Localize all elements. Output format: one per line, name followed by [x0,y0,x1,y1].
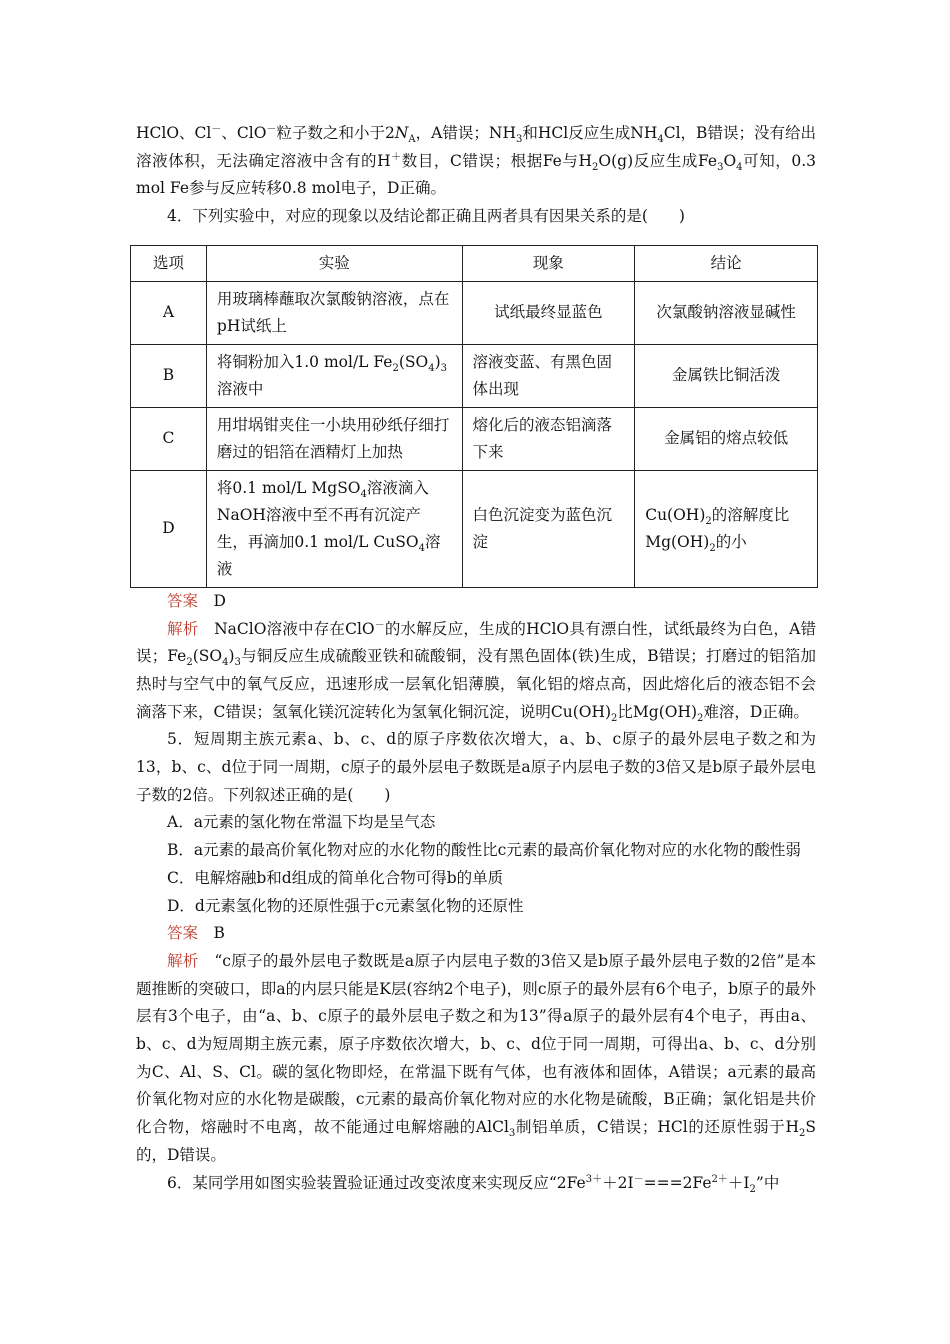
question-5-answer: 答案 B [167,924,225,943]
row-c-phenomenon: 熔化后的液态铝滴落下来 [462,407,635,470]
row-b-conclusion: 金属铁比铜活泼 [635,344,818,407]
question-4-analysis: 解析 NaClO溶液中存在ClO－的水解反应，生成的HClO具有漂白性，试纸最终为白色，A错误；$Fe_2(SO_4)_3$与铜反应生成硫酸亚铁和硫酸铜，没有黑色固体(铁)生成，B错误；打磨过的铝箔加热时与空气中的氧气反应，迅速形成一层氧化铝薄膜，氧化铝的熔点高，因此熔化后的液态铝不会滴落下来，C错误；氢氧化镁沉淀转化为氢氧化铜沉淀，说明$Cu(OH)_2$比$Mg(OH)_2$难溶，D正确。 [136,619,816,724]
question-4-answer: 答案 D [167,591,226,610]
row-a-conclusion: 次氯酸钠溶液显碱性 [635,281,818,344]
question-5-option-d: D．d元素氢化物的还原性强于c元素氢化物的还原性 [167,896,524,915]
header-option: 选项 [131,245,207,281]
document-page [136,120,816,1197]
row-b-experiment: 将铜粉加入1.0 mol/L $Fe_2(SO_4)_3$溶液中 [206,344,462,407]
question-5-analysis: 解析 “c原子的最外层电子数既是a原子内层电子数的3倍又是b原子最外层电子数的2倍”是本题推断的突破口，即a的内层只能是K层(容纳2个电子)，则c原子的最外层有6个电子，b原子的最外层有3个电子，由“a、b、c原子的最外层电子数之和为13”得a原子的最外层有4个电子，再由a、b、c、d为短周期主族元素，原子序数依次增大，b、c、d位于同一周期，可得出a、b、c、d分别为C、Al、S、Cl。碳的氢化物即烃，在常温下既有气体，也有液体和固体，A错误；a元素的最高价氧化物对应的水化物是碳酸，c元素的最高价氧化物对应的水化物是硫酸，B正确；氯化铝是共价化合物，熔融时不电离，故不能通过电解熔融的AlCl$_3$制铝单质，C错误；HCl的还原性弱于$H_2S$的，D错误。 [136,951,816,1164]
row-a-option: A [131,281,207,344]
row-b-option: B [131,344,207,407]
table-header-row [131,245,818,281]
row-d-option: D [131,470,207,587]
question-4-stem: 4．下列实验中，对应的现象以及结论都正确且两者具有因果关系的是( ) [167,207,685,226]
table-row-a [131,281,818,344]
row-d-conclusion: $Cu(OH)_2$的溶解度比$Mg(OH)_2$的小 [635,470,818,587]
analysis-label: 解析 [167,951,199,970]
table-row-c [131,407,818,470]
answer-label: 答案 [167,591,199,610]
previous-analysis-tail: HClO、Cl－、ClO－粒子数之和小于$2N_A$，A错误；$NH_3$和HCl反应生成$NH_4Cl$，B错误；没有给出溶液体积，无法确定溶液中含有的H＋数目，C错误；根据Fe与$H_2O(g)$反应生成$Fe_3O_4$可知，0.3 mol Fe参与反应转移0.8 mol电子，D正确。 [136,123,816,198]
row-c-experiment: 用坩埚钳夹住一小块用砂纸仔细打磨过的铝箔在酒精灯上加热 [206,407,462,470]
question-5-option-b: B．a元素的最高价氧化物对应的水化物的酸性比c元素的最高价氧化物对应的水化物的酸性弱 [167,841,801,860]
analysis-label: 解析 [167,619,199,638]
question-5-option-c: C．电解熔融b和d组成的简单化合物可得b的单质 [167,868,504,887]
question-6-stem: 6．某同学用如图实验装置验证通过改变浓度来实现反应“$2Fe^{3+}+2I^-===2Fe^{2+}+I_2$”中 [167,1173,780,1195]
row-c-option: C [131,407,207,470]
row-d-phenomenon: 白色沉淀变为蓝色沉淀 [462,470,635,587]
row-a-phenomenon: 试纸最终显蓝色 [462,281,635,344]
table-row-d [131,470,818,587]
row-a-experiment: 用玻璃棒蘸取次氯酸钠溶液，点在pH试纸上 [206,281,462,344]
header-phenomenon: 现象 [462,245,635,281]
row-b-phenomenon: 溶液变蓝、有黑色固体出现 [462,344,635,407]
table-row-b [131,344,818,407]
row-c-conclusion: 金属铝的熔点较低 [635,407,818,470]
question-4-table [130,245,818,588]
question-5-option-a: A．a元素的氢化物在常温下均是呈气态 [167,813,436,832]
question-5-stem: 5．短周期主族元素a、b、c、d的原子序数依次增大，a、b、c原子的最外层电子数之和为13，b、c、d位于同一周期，c原子的最外层电子数既是a原子内层电子数的3倍又是b原子最外层电子数的2倍。下列叙述正确的是( ) [136,730,816,804]
answer-label: 答案 [167,924,199,943]
header-conclusion: 结论 [635,245,818,281]
row-d-experiment: 将0.1 mol/L MgSO$_4$溶液滴入NaOH溶液中至不再有沉淀产生，再滴加0.1 mol/L CuSO$_4$溶液 [206,470,462,587]
header-experiment: 实验 [206,245,462,281]
